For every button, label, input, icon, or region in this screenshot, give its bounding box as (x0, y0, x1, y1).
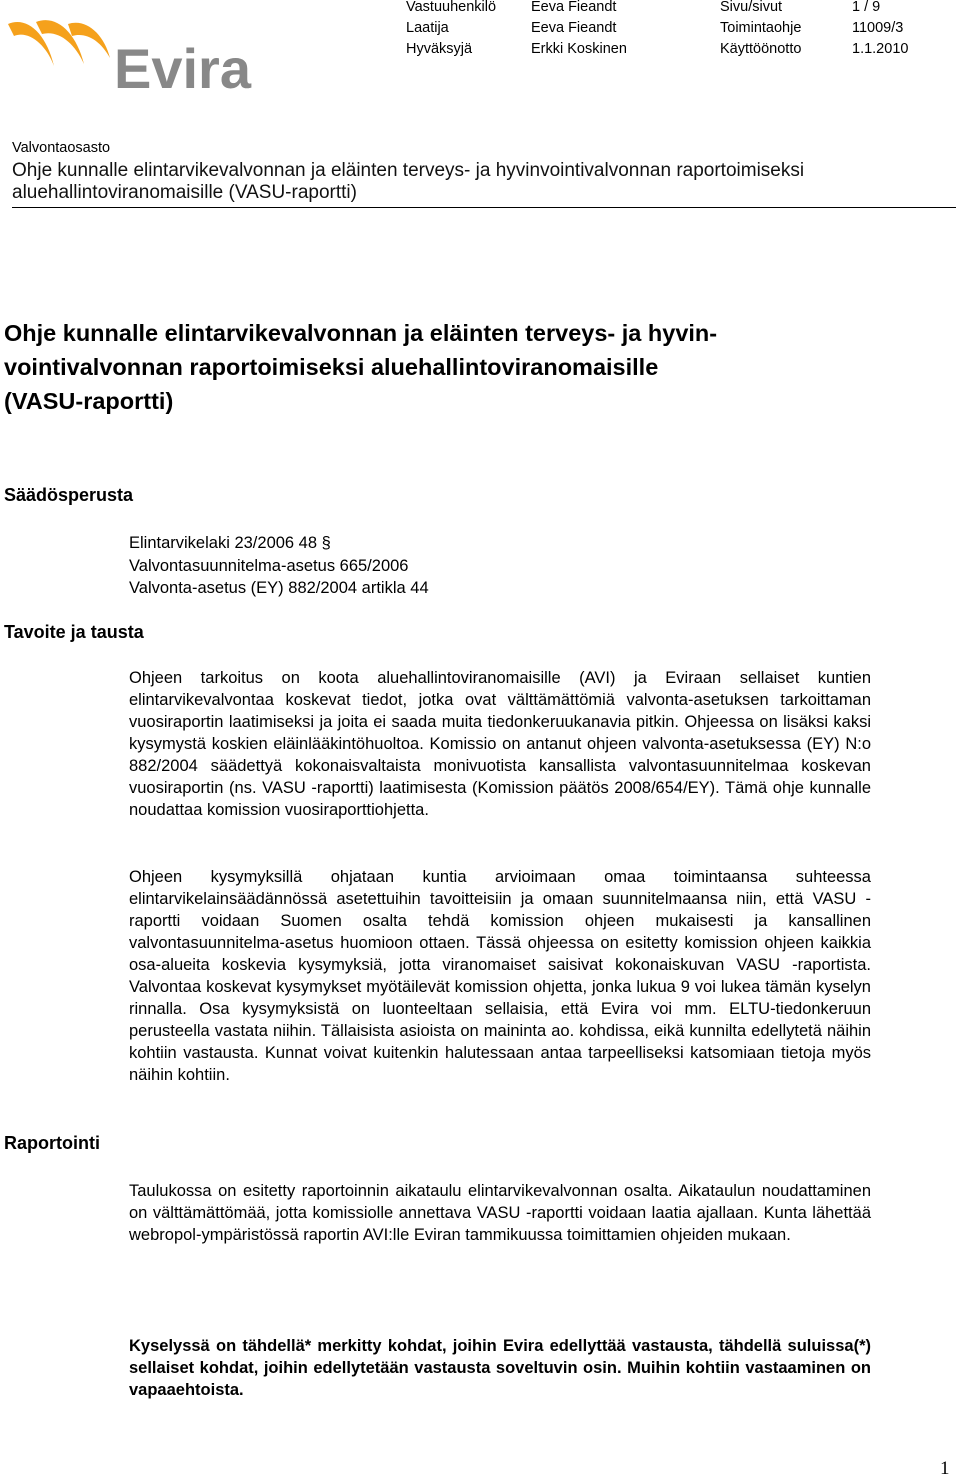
meta-label: Sivu/sivut (720, 0, 783, 15)
page-title-line: Ohje kunnalle elintarvikevalvonnan ja eläinten terveys- ja hyvin- (4, 320, 718, 346)
legal-basis-list (129, 532, 429, 600)
meta-value: Erkki Koskinen (531, 41, 627, 57)
meta-value: Eeva Fieandt (531, 20, 617, 36)
page-title-line: (VASU-raportti) (4, 388, 174, 414)
meta-value: 1 / 9 (852, 0, 881, 15)
department-label: Valvontaosasto (12, 140, 111, 156)
document-header-title (12, 160, 804, 204)
meta-value: 1.1.2010 (852, 41, 909, 57)
meta-label: Hyväksyjä (406, 41, 473, 57)
meta-value: 11009/3 (852, 20, 904, 36)
meta-label: Toimintaohje (720, 20, 802, 36)
paragraph: Ohjeen kysymyksillä ohjataan kuntia arvioimaan omaa toimintaansa suhteessa elintarvikelainsäädännössä asetettuihin tavoitteisiin ja omaan suunnitelmaansa niin, että VASU -raportti voidaan Suomen osalta tehdä komission ohjeen mukaisesti ja kansallinen valvontasuunnitelma-asetus huomioon ottaen. Tässä ohjeessa on esitetty komission ohjeen kaikkia osa-alueita koskevia kysymyksiä, jotta viranomaiset saisivat kokonaiskuvan VASU -raportista. Valvontaa koskevat kysymykset myötäilevät komission ohjetta, jonka lukua 9 voi lukea tämän kyselyn rinnalla. Osa kysymyksistä on luonteeltaan sellaisia, että Evira voi mm. ELTU-tiedonkeruun perusteella vastata niihin. Tällaisista asioista on maininta ao. kohdissa, eikä kunnilta edellytetä näihin kohtiin vastausta. Kunnat voivat kuitenkin halutessaan antaa tarpeelliseksi katsomiaan tietoja myös näihin kohtiin. (129, 868, 871, 1084)
section-heading-tavoite: Tavoite ja tausta (4, 622, 144, 642)
list-item: Valvonta-asetus (EY) 882/2004 artikla 44 (129, 579, 429, 597)
page-title (4, 316, 904, 418)
meta-label: Käyttöönotto (720, 41, 802, 57)
document-header-line: aluehallintoviranomaisille (VASU-raportti) (12, 182, 357, 203)
meta-label: Laatija (406, 20, 449, 36)
paragraph: Taulukossa on esitetty raportoinnin aikataulu elintarvikevalvonnan osalta. Aikataulun noudattaminen on välttämättömää, jotta komissiolle annettava VASU -raportti voidaan laatia ajallaan. Kunta lähettää webropol-ympäristössä raportin AVI:lle Eviran tammikuussa toimittamien ohjeiden mukaan. (129, 1182, 871, 1244)
evira-logo (6, 14, 256, 94)
page-title-line: vointivalvonnan raportoimiseksi aluehallintoviranomaisille (4, 354, 659, 380)
list-item: Elintarvikelaki 23/2006 48 § (129, 534, 331, 552)
meta-label: Vastuuhenkilö (406, 0, 497, 15)
evira-swoosh-icon (6, 14, 256, 94)
document-header-line: Ohje kunnalle elintarvikevalvonnan ja eläinten terveys- ja hyvinvointivalvonnan raportoimiseksi (12, 160, 805, 181)
meta-value: Eeva Fieandt (531, 0, 617, 15)
section-heading-raportointi: Raportointi (4, 1133, 100, 1153)
logo-wordmark: Evira (114, 37, 251, 94)
page-number: 1 (940, 1458, 950, 1479)
section-heading-saadosperusta: Säädösperusta (4, 485, 134, 505)
paragraph-bold-note: Kyselyssä on tähdellä* merkitty kohdat, joihin Evira edellyttää vastausta, tähdellä suluissa(*) sellaiset kohdat, joihin edellytetään vastausta soveltuvin osin. Muihin kohtiin vastaaminen on vapaaehtoista. (129, 1337, 871, 1399)
paragraph: Ohjeen tarkoitus on koota aluehallintoviranomaisille (AVI) ja Eviraan sellaiset kuntien elintarvikevalvontaa koskevat tiedot, jotka ovat välttämättömiä valvonta-asetuksen tarkoittaman vuosiraportin laatimiseksi ja joita ei saada muita tiedonkeruukanavia pitkin. Ohjeessa on lisäksi kaksi kysymystä koskien eläinlääkintöhuoltoa. Komissio on antanut ohjeen valvonta-asetuksessa (EY) N:o 882/2004 säädettyä kokonaisvaltaista monivuotista kansallista valvontasuunnitelmaa koskevan vuosiraportin (ns. VASU -raportti) laatimisesta (Komission päätös 2008/654/EY). Tämä ohje kunnalle noudattaa komission vuosiraporttiohjetta. (129, 669, 871, 819)
header-divider (12, 207, 956, 208)
list-item: Valvontasuunnitelma-asetus 665/2006 (129, 556, 409, 575)
